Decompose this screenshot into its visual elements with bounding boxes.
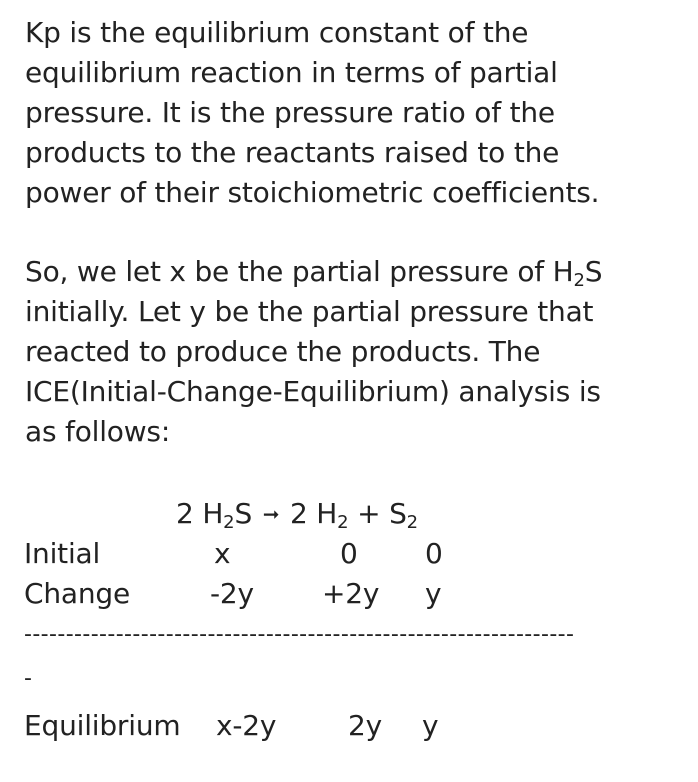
text-line: equilibrium reaction in terms of partial bbox=[25, 56, 558, 89]
subscript: 2 bbox=[223, 512, 235, 533]
ice-cell: x bbox=[214, 537, 231, 570]
ice-cell: y bbox=[425, 577, 442, 610]
text-line: initially. Let y be the partial pressure that bbox=[25, 295, 594, 328]
text-segment: S bbox=[584, 255, 603, 288]
ice-cell: 0 bbox=[425, 537, 443, 570]
ice-cell: y bbox=[422, 709, 439, 742]
reaction-arrow-icon: ➞ bbox=[262, 502, 280, 526]
text-line: power of their stoichiometric coefficients. bbox=[25, 176, 600, 209]
ice-cell: +2y bbox=[322, 577, 380, 610]
ice-row-label: Change bbox=[24, 577, 131, 610]
text-line bbox=[25, 252, 690, 292]
ice-cell: -2y bbox=[210, 577, 254, 610]
subscript: 2 bbox=[573, 270, 585, 291]
reactant-s: S bbox=[234, 497, 253, 530]
subscript: 2 bbox=[337, 512, 349, 533]
ice-row-label: Equilibrium bbox=[24, 709, 181, 742]
text-line: as follows: bbox=[25, 415, 171, 448]
text-line: Kp is the equilibrium constant of the bbox=[25, 16, 529, 49]
text-line: products to the reactants raised to the bbox=[25, 136, 560, 169]
ice-cell: x-2y bbox=[216, 709, 277, 742]
text-line: ICE(Initial-Change-Equilibrium) analysis is bbox=[25, 375, 601, 408]
reactant-coef: 2 H bbox=[176, 497, 224, 530]
separator-line: ------------------------------------------------------------------ bbox=[24, 622, 575, 647]
product-h2: 2 H bbox=[289, 497, 338, 530]
text-line: pressure. It is the pressure ratio of the bbox=[25, 96, 555, 129]
product-s2: + S bbox=[357, 497, 407, 530]
ice-cell: 0 bbox=[340, 537, 358, 570]
separator-tail: - bbox=[24, 666, 32, 691]
reaction-equation bbox=[176, 494, 418, 534]
paragraph-kp-definition bbox=[25, 13, 690, 213]
ice-cell: 2y bbox=[348, 709, 382, 742]
paragraph-ice-intro bbox=[25, 252, 690, 452]
text-segment: So, we let x be the partial pressure of H bbox=[25, 255, 574, 288]
ice-row-label: Initial bbox=[24, 537, 101, 570]
text-line: reacted to produce the products. The bbox=[25, 335, 541, 368]
subscript: 2 bbox=[406, 512, 418, 533]
